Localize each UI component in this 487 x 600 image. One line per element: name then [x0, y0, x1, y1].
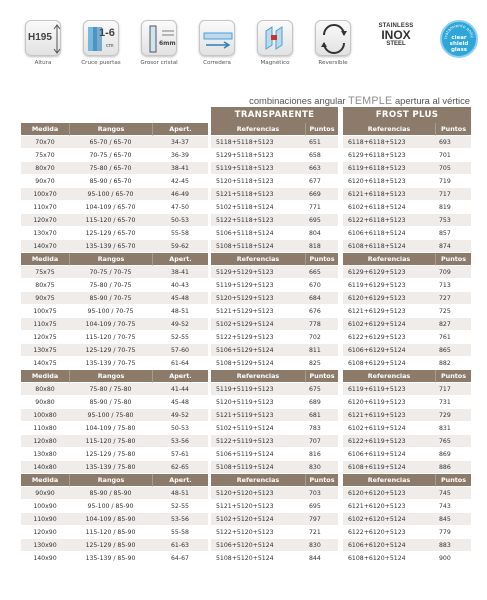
cell-puntos-transparente: 811	[305, 344, 338, 357]
cell-medida: 90x80	[21, 396, 69, 409]
cell-puntos-frost: 725	[435, 305, 471, 318]
cell-ref-frost: 6102+6129+5124	[343, 318, 435, 331]
cell-puntos-transparente: 830	[305, 539, 338, 552]
cell-apert: 49-52	[152, 318, 208, 331]
header-puntos: Puntos	[435, 253, 471, 266]
dimensions-grid	[21, 123, 208, 565]
cell-rangos: 125-129 / 70-75	[69, 344, 152, 357]
cell-medida: 80x70	[21, 162, 69, 175]
cell-ref-transparente: 5122+5119+5123	[211, 435, 305, 448]
cell-puntos-frost: 743	[435, 500, 471, 513]
header-puntos: Puntos	[435, 370, 471, 383]
cell-rangos: 95-100 / 75-80	[69, 409, 152, 422]
cell-medida: 100x75	[21, 305, 69, 318]
cell-apert: 45-48	[152, 292, 208, 305]
cell-ref-frost: 6122+6119+5123	[343, 435, 435, 448]
cell-apert: 59-62	[152, 240, 208, 253]
header-referencias: Referencias	[211, 123, 305, 136]
cell-puntos-transparente: 658	[305, 149, 338, 162]
cell-puntos-frost: 865	[435, 344, 471, 357]
cell-puntos-transparente: 707	[305, 435, 338, 448]
frost-grid	[343, 123, 471, 565]
cell-ref-frost: 6108+6129+5124	[343, 357, 435, 370]
cell-ref-transparente: 5106+5120+5124	[211, 539, 305, 552]
cell-apert: 41-44	[152, 383, 208, 396]
inox-line1: STAINLESS	[378, 23, 414, 29]
cell-apert: 34-37	[152, 136, 208, 149]
cell-ref-frost: 6120+6129+5123	[343, 292, 435, 305]
cell-ref-transparente: 5119+5118+5123	[211, 162, 305, 175]
cell-medida: 120x70	[21, 214, 69, 227]
cell-puntos-transparente: 702	[305, 331, 338, 344]
door-overlap-unit: cm	[106, 43, 114, 49]
cell-ref-transparente: 5122+5118+5123	[211, 214, 305, 227]
door-overlap-value: 1-6	[99, 27, 115, 39]
clear-center-text: clear shield glass	[449, 35, 469, 53]
glass-thickness-value: 6mm	[159, 40, 176, 47]
cell-puntos-frost: 886	[435, 461, 471, 474]
cell-puntos-frost: 717	[435, 383, 471, 396]
cell-medida: 100x80	[21, 409, 69, 422]
cell-puntos-frost: 729	[435, 409, 471, 422]
cell-rangos: 115-120 / 70-75	[69, 331, 152, 344]
cell-ref-frost: 6122+6118+5123	[343, 214, 435, 227]
cell-apert: 38-41	[152, 162, 208, 175]
cell-rangos: 85-90 / 65-70	[69, 175, 152, 188]
cell-rangos: 125-129 / 75-80	[69, 448, 152, 461]
cell-ref-frost: 6129+6129+5123	[343, 266, 435, 279]
cell-puntos-transparente: 844	[305, 552, 338, 565]
cell-ref-transparente: 5102+5118+5124	[211, 201, 305, 214]
cell-medida: 80x80	[21, 383, 69, 396]
cell-ref-transparente: 5119+5119+5123	[211, 383, 305, 396]
cell-ref-transparente: 5122+5129+5123	[211, 331, 305, 344]
cell-apert: 52-55	[152, 331, 208, 344]
cell-ref-transparente: 5102+5120+5124	[211, 513, 305, 526]
transparente-table	[211, 107, 338, 565]
sliding-door-icon	[199, 20, 235, 56]
header-rangos: Rangos	[69, 253, 152, 266]
cell-ref-frost: 6121+6119+5123	[343, 409, 435, 422]
feature-magnetic	[250, 20, 300, 66]
transparente-grid	[211, 123, 338, 565]
glass-thickness-label: Grosor cristal	[140, 60, 178, 66]
cell-ref-frost: 6120+6120+5123	[343, 487, 435, 500]
cell-rangos: 85-90 / 85-90	[69, 487, 152, 500]
header-apert: Apert.	[152, 123, 208, 136]
stainless-steel-icon	[374, 23, 418, 59]
cell-apert: 42-45	[152, 175, 208, 188]
cell-apert: 57-60	[152, 344, 208, 357]
header-referencias: Referencias	[211, 474, 305, 487]
cell-ref-frost: 6129+6118+5123	[343, 149, 435, 162]
inox-badge	[366, 20, 426, 59]
cell-ref-frost: 6122+6120+5123	[343, 526, 435, 539]
frost-title: FROST PLUS	[343, 107, 471, 123]
heading-brand: TEMPLE	[348, 95, 393, 107]
magnetic-label: Magnético	[260, 60, 290, 66]
cell-apert: 48-51	[152, 487, 208, 500]
header-referencias: Referencias	[343, 253, 435, 266]
cell-ref-transparente: 5108+5119+5124	[211, 461, 305, 474]
cell-rangos: 115-120 / 85-90	[69, 526, 152, 539]
feature-height	[18, 20, 68, 66]
cell-puntos-frost: 719	[435, 175, 471, 188]
header-referencias: Referencias	[211, 370, 305, 383]
cell-puntos-frost: 857	[435, 227, 471, 240]
door-overlap-label: Cruce puertas	[81, 60, 121, 66]
cell-medida: 110x80	[21, 422, 69, 435]
cell-rangos: 135-139 / 75-80	[69, 461, 152, 474]
cell-ref-transparente: 5129+5118+5123	[211, 149, 305, 162]
cell-puntos-transparente: 684	[305, 292, 338, 305]
cell-ref-frost: 6122+6129+5123	[343, 331, 435, 344]
feature-icons	[14, 20, 476, 74]
cell-ref-frost: 6120+6119+5123	[343, 396, 435, 409]
cell-ref-transparente: 5106+5129+5124	[211, 344, 305, 357]
cell-puntos-transparente: 804	[305, 227, 338, 240]
header-medida: Medida	[21, 370, 69, 383]
cell-puntos-transparente: 771	[305, 201, 338, 214]
cell-ref-transparente: 5102+5119+5124	[211, 422, 305, 435]
cell-puntos-frost: 882	[435, 357, 471, 370]
cell-puntos-frost: 845	[435, 513, 471, 526]
cell-ref-transparente: 5119+5129+5123	[211, 279, 305, 292]
cell-rangos: 104-109 / 70-75	[69, 318, 152, 331]
cell-ref-transparente: 5121+5118+5123	[211, 188, 305, 201]
cell-rangos: 70-75 / 65-70	[69, 149, 152, 162]
header-puntos: Puntos	[435, 474, 471, 487]
cell-puntos-frost: 727	[435, 292, 471, 305]
cell-puntos-frost: 883	[435, 539, 471, 552]
cell-rangos: 104-109 / 85-90	[69, 513, 152, 526]
cell-puntos-frost: 779	[435, 526, 471, 539]
cell-ref-transparente: 5129+5129+5123	[211, 266, 305, 279]
cell-rangos: 95-100 / 70-75	[69, 305, 152, 318]
cell-medida: 140x80	[21, 461, 69, 474]
reversible-icon	[315, 20, 351, 56]
cell-puntos-frost: 705	[435, 162, 471, 175]
header-rangos: Rangos	[69, 370, 152, 383]
cell-rangos: 115-120 / 75-80	[69, 435, 152, 448]
cell-puntos-transparente: 665	[305, 266, 338, 279]
sliding-label: Corredera	[203, 60, 231, 66]
cell-puntos-transparente: 830	[305, 461, 338, 474]
header-medida: Medida	[21, 474, 69, 487]
cell-medida: 110x75	[21, 318, 69, 331]
cell-ref-frost: 6108+6120+5124	[343, 552, 435, 565]
cell-puntos-transparente: 675	[305, 383, 338, 396]
header-puntos: Puntos	[435, 123, 471, 136]
cell-ref-frost: 6119+6118+5123	[343, 162, 435, 175]
header-puntos: Puntos	[305, 474, 338, 487]
glass-thickness-icon	[141, 20, 177, 56]
cell-rangos: 135-139 / 65-70	[69, 240, 152, 253]
cell-rangos: 125-129 / 85-90	[69, 539, 152, 552]
cell-medida: 130x70	[21, 227, 69, 240]
header-referencias: Referencias	[211, 253, 305, 266]
cell-rangos: 135-139 / 85-90	[69, 552, 152, 565]
cell-medida: 100x70	[21, 188, 69, 201]
cell-ref-frost: 6108+6118+5124	[343, 240, 435, 253]
cell-puntos-frost: 701	[435, 149, 471, 162]
header-puntos: Puntos	[305, 123, 338, 136]
cell-puntos-transparente: 778	[305, 318, 338, 331]
cell-rangos: 104-109 / 75-80	[69, 422, 152, 435]
cell-rangos: 65-70 / 65-70	[69, 136, 152, 149]
cell-medida: 110x70	[21, 201, 69, 214]
door-overlap-icon	[83, 20, 119, 56]
cell-rangos: 95-100 / 85-90	[69, 500, 152, 513]
cell-rangos: 115-120 / 65-70	[69, 214, 152, 227]
cell-medida: 90x90	[21, 487, 69, 500]
cell-puntos-transparente: 818	[305, 240, 338, 253]
cell-ref-transparente: 5106+5118+5124	[211, 227, 305, 240]
cell-ref-transparente: 5120+5129+5123	[211, 292, 305, 305]
height-icon	[25, 20, 61, 56]
cell-apert: 53-56	[152, 435, 208, 448]
cell-apert: 55-58	[152, 227, 208, 240]
cell-ref-transparente: 5122+5120+5123	[211, 526, 305, 539]
cell-ref-transparente: 5108+5120+5124	[211, 552, 305, 565]
cell-rangos: 75-80 / 75-80	[69, 383, 152, 396]
cell-apert: 61-63	[152, 539, 208, 552]
header-referencias: Referencias	[343, 474, 435, 487]
cell-puntos-frost: 819	[435, 201, 471, 214]
cell-ref-frost: 6121+6129+5123	[343, 305, 435, 318]
header-puntos: Puntos	[305, 370, 338, 383]
transparente-title: TRANSPARENTE	[211, 107, 338, 123]
cell-ref-transparente: 5120+5119+5123	[211, 396, 305, 409]
cell-ref-frost: 6102+6120+5124	[343, 513, 435, 526]
header-apert: Apert.	[152, 370, 208, 383]
cell-medida: 110x90	[21, 513, 69, 526]
header-rangos: Rangos	[69, 123, 152, 136]
cell-apert: 57-61	[152, 448, 208, 461]
header-puntos: Puntos	[305, 253, 338, 266]
header-medida: Medida	[21, 123, 69, 136]
clear-shield-glass-icon	[440, 20, 478, 58]
cell-apert: 45-48	[152, 396, 208, 409]
dimensions-table	[21, 123, 208, 565]
cell-ref-transparente: 5102+5129+5124	[211, 318, 305, 331]
clear-arc-text: tratamiento antic	[442, 22, 475, 40]
cell-rangos: 125-129 / 65-70	[69, 227, 152, 240]
cell-ref-frost: 6102+6119+5124	[343, 422, 435, 435]
header-apert: Apert.	[152, 474, 208, 487]
heading-suffix: apertura al vértice	[394, 95, 470, 106]
cell-apert: 46-49	[152, 188, 208, 201]
cell-ref-transparente: 5121+5129+5123	[211, 305, 305, 318]
cell-puntos-frost: 900	[435, 552, 471, 565]
cell-medida: 90x70	[21, 175, 69, 188]
cell-puntos-frost: 874	[435, 240, 471, 253]
header-referencias: Referencias	[343, 123, 435, 136]
feature-reversible	[308, 20, 358, 66]
feature-sliding	[192, 20, 242, 66]
header-referencias: Referencias	[343, 370, 435, 383]
cell-ref-frost: 6118+6118+5123	[343, 136, 435, 149]
cell-puntos-transparente: 681	[305, 409, 338, 422]
cell-medida: 140x70	[21, 240, 69, 253]
cell-puntos-frost: 693	[435, 136, 471, 149]
cell-puntos-frost: 827	[435, 318, 471, 331]
cell-puntos-frost: 713	[435, 279, 471, 292]
cell-ref-transparente: 5118+5118+5123	[211, 136, 305, 149]
cell-rangos: 104-109 / 65-70	[69, 201, 152, 214]
cell-rangos: 75-80 / 70-75	[69, 279, 152, 292]
header-apert: Apert.	[152, 253, 208, 266]
inox-line2: INOX	[381, 28, 411, 42]
cell-puntos-transparente: 695	[305, 500, 338, 513]
cell-medida: 100x90	[21, 500, 69, 513]
cell-ref-transparente: 5108+5118+5124	[211, 240, 305, 253]
header-medida: Medida	[21, 253, 69, 266]
cell-puntos-transparente: 670	[305, 279, 338, 292]
header-rangos: Rangos	[69, 474, 152, 487]
cell-apert: 47-50	[152, 201, 208, 214]
cell-apert: 50-53	[152, 214, 208, 227]
cell-puntos-frost: 765	[435, 435, 471, 448]
reversible-label: Reversible	[318, 60, 348, 66]
cell-puntos-frost: 869	[435, 448, 471, 461]
cell-medida: 80x75	[21, 279, 69, 292]
cell-puntos-frost: 831	[435, 422, 471, 435]
cell-ref-frost: 6120+6118+5123	[343, 175, 435, 188]
cell-apert: 53-56	[152, 513, 208, 526]
cell-ref-transparente: 5120+5118+5123	[211, 175, 305, 188]
cell-ref-transparente: 5120+5120+5123	[211, 487, 305, 500]
cell-medida: 130x80	[21, 448, 69, 461]
cell-ref-frost: 6121+6118+5123	[343, 188, 435, 201]
section-heading	[0, 95, 470, 107]
cell-apert: 49-52	[152, 409, 208, 422]
cell-ref-frost: 6106+6119+5124	[343, 448, 435, 461]
cell-medida: 75x70	[21, 149, 69, 162]
cell-apert: 36-39	[152, 149, 208, 162]
cell-rangos: 70-75 / 70-75	[69, 266, 152, 279]
cell-apert: 64-67	[152, 552, 208, 565]
feature-glass-thickness	[134, 20, 184, 66]
height-label: Altura	[34, 60, 52, 66]
cell-ref-frost: 6121+6120+5123	[343, 500, 435, 513]
cell-ref-transparente: 5106+5119+5124	[211, 448, 305, 461]
cell-ref-frost: 6108+6119+5124	[343, 461, 435, 474]
cell-apert: 52-55	[152, 500, 208, 513]
cell-puntos-frost: 745	[435, 487, 471, 500]
cell-apert: 62-65	[152, 461, 208, 474]
cell-apert: 38-41	[152, 266, 208, 279]
cell-medida: 120x75	[21, 331, 69, 344]
heading-prefix: combinaciones angular	[249, 95, 346, 106]
cell-apert: 40-43	[152, 279, 208, 292]
cell-puntos-transparente: 663	[305, 162, 338, 175]
cell-puntos-frost: 731	[435, 396, 471, 409]
cell-apert: 48-51	[152, 305, 208, 318]
cell-ref-frost: 6119+6129+5123	[343, 279, 435, 292]
cell-medida: 120x90	[21, 526, 69, 539]
cell-puntos-transparente: 695	[305, 214, 338, 227]
inox-line3: STEEL	[386, 41, 406, 47]
cell-apert: 50-53	[152, 422, 208, 435]
cell-puntos-transparente: 816	[305, 448, 338, 461]
cell-ref-transparente: 5121+5120+5123	[211, 500, 305, 513]
cell-medida: 130x75	[21, 344, 69, 357]
cell-rangos: 85-90 / 75-80	[69, 396, 152, 409]
cell-rangos: 75-80 / 65-70	[69, 162, 152, 175]
cell-puntos-transparente: 669	[305, 188, 338, 201]
cell-ref-frost: 6106+6118+5124	[343, 227, 435, 240]
cell-apert: 61-64	[152, 357, 208, 370]
cell-medida: 90x75	[21, 292, 69, 305]
cell-puntos-frost: 753	[435, 214, 471, 227]
cell-medida: 130x90	[21, 539, 69, 552]
cell-ref-frost: 6106+6129+5124	[343, 344, 435, 357]
cell-puntos-transparente: 703	[305, 487, 338, 500]
cell-medida: 140x75	[21, 357, 69, 370]
cell-puntos-transparente: 651	[305, 136, 338, 149]
cell-puntos-transparente: 676	[305, 305, 338, 318]
cell-rangos: 135-139 / 70-75	[69, 357, 152, 370]
cell-ref-frost: 6119+6119+5123	[343, 383, 435, 396]
cell-puntos-transparente: 689	[305, 396, 338, 409]
cell-puntos-transparente: 783	[305, 422, 338, 435]
cell-ref-frost: 6106+6120+5124	[343, 539, 435, 552]
height-value: H195	[28, 32, 52, 43]
cell-puntos-transparente: 721	[305, 526, 338, 539]
cell-rangos: 85-90 / 70-75	[69, 292, 152, 305]
cell-ref-transparente: 5121+5119+5123	[211, 409, 305, 422]
cell-puntos-frost: 717	[435, 188, 471, 201]
cell-ref-frost: 6102+6118+5124	[343, 201, 435, 214]
cell-rangos: 95-100 / 65-70	[69, 188, 152, 201]
cell-medida: 75x75	[21, 266, 69, 279]
cell-puntos-transparente: 677	[305, 175, 338, 188]
cell-medida: 70x70	[21, 136, 69, 149]
cell-puntos-frost: 761	[435, 331, 471, 344]
cell-apert: 55-58	[152, 526, 208, 539]
feature-door-overlap	[76, 20, 126, 66]
cell-ref-transparente: 5108+5129+5124	[211, 357, 305, 370]
cell-puntos-transparente: 825	[305, 357, 338, 370]
cell-medida: 120x80	[21, 435, 69, 448]
cell-puntos-frost: 709	[435, 266, 471, 279]
frost-table	[343, 107, 471, 565]
magnetic-icon	[257, 20, 293, 56]
cell-medida: 140x90	[21, 552, 69, 565]
cell-puntos-transparente: 797	[305, 513, 338, 526]
